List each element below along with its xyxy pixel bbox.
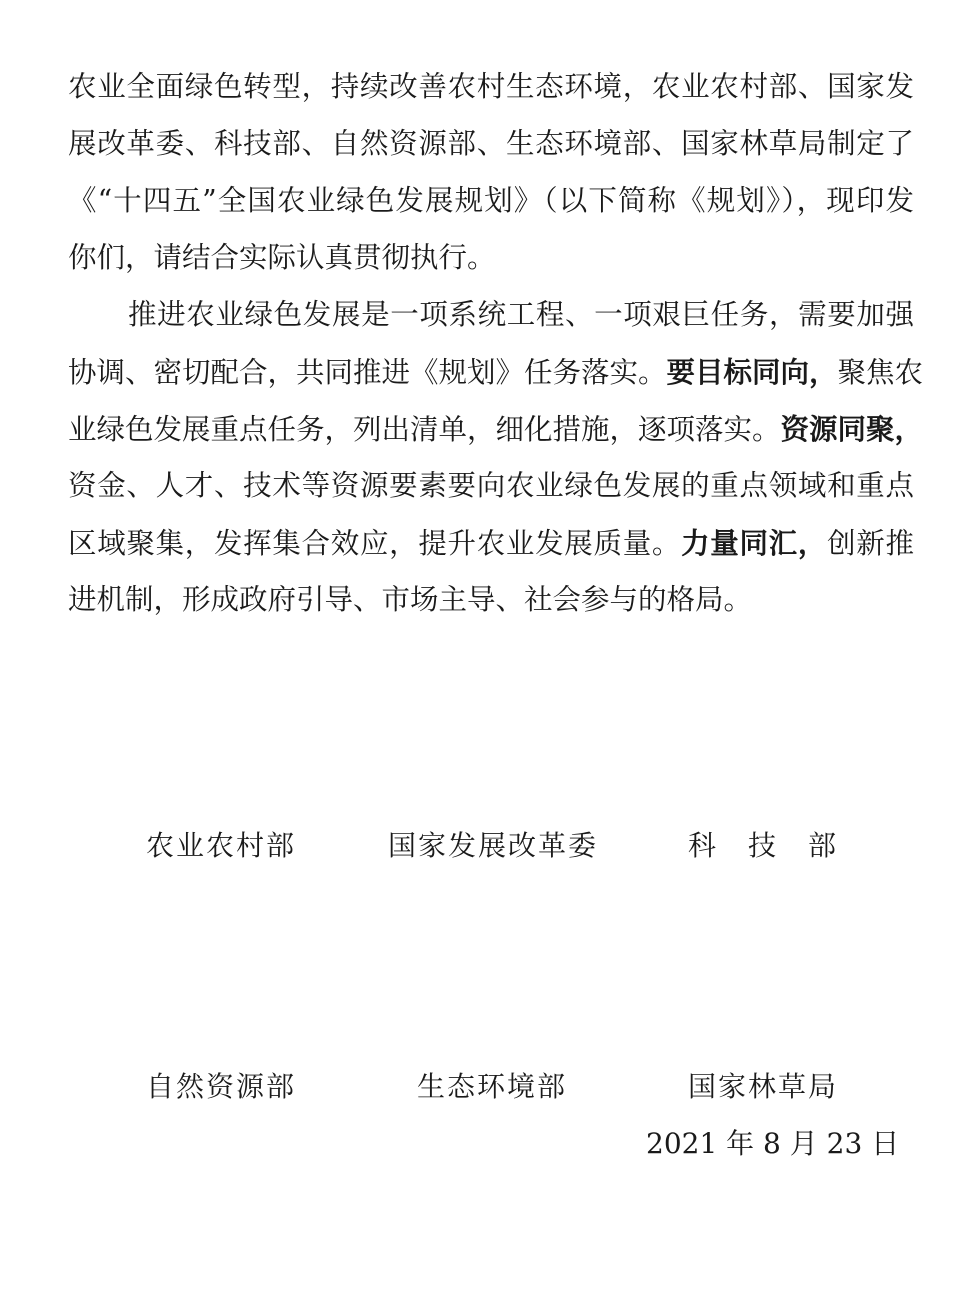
paragraph-1-line-2: 展改革委、科技部、自然资源部、生态环境部、国家林草局制定了: [68, 127, 914, 160]
emphasis-goal-alignment: 要目标同向，: [666, 355, 838, 389]
paragraph-2-line-4: 资金、人才、技术等资源要素要向农业绿色发展的重点领域和重点: [68, 469, 914, 502]
paragraph-2-line-2-text-c: 聚焦农: [837, 356, 924, 389]
paragraph-2-line-1: 推进农业绿色发展是一项系统工程、一项艰巨任务，需要加强: [128, 298, 914, 331]
paragraph-2-line-2-text-a: 协调、密切配合，共同推进《规划》任务落实。: [68, 356, 667, 389]
paragraph-2-line-2: [68, 352, 924, 392]
issue-date: 2021 年 8 月 23 日: [646, 1127, 900, 1160]
paragraph-2-line-3: [68, 409, 924, 449]
paragraph-2-line-5: [68, 523, 914, 563]
paragraph-2-line-3-text-a: 业绿色发展重点任务，列出清单，细化措施，逐项落实。: [68, 413, 781, 446]
paragraph-2-line-6: 进机制，形成政府引导、市场主导、社会参与的格局。: [68, 583, 753, 616]
paragraph-1-line-3: 《“十四五”全国农业绿色发展规划》（以下简称《规划》），现印发: [68, 184, 914, 217]
signatory-forestry-grassland-admin: 国家林草局: [688, 1070, 839, 1103]
emphasis-force-convergence: 力量同汇，: [681, 526, 828, 560]
paragraph-2-line-5-text-c: 创新推: [827, 527, 914, 560]
paragraph-2-line-5-text-a: 区域聚集，发挥集合效应，提升农业发展质量。: [68, 527, 682, 560]
signatory-ministry-natural-resources: 自然资源部: [146, 1070, 297, 1103]
paragraph-1-line-1: 农业全面绿色转型，持续改善农村生态环境，农业农村部、国家发: [68, 70, 914, 103]
paragraph-1-line-4: 你们，请结合实际认真贯彻执行。: [68, 241, 496, 274]
signatory-ndrc: 国家发展改革委: [388, 829, 599, 862]
signatory-ministry-science-technology: 科 技 部: [688, 829, 839, 862]
signatory-ministry-ecology-environment: 生态环境部: [417, 1070, 568, 1103]
signatory-ministry-agriculture: 农业农村部: [146, 829, 297, 862]
emphasis-resource-pooling: 资源同聚，: [780, 412, 924, 446]
